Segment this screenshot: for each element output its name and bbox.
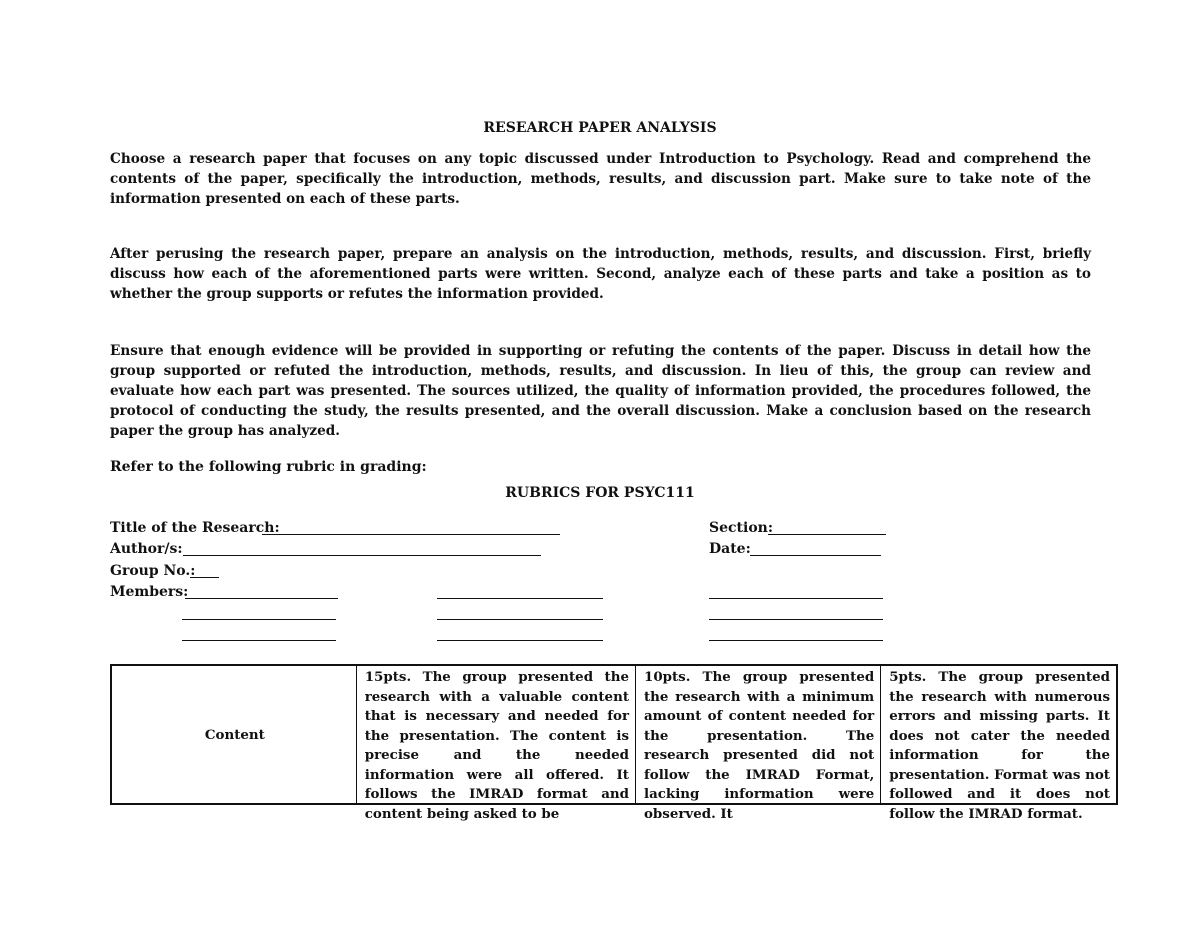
level-10pts (636, 665, 881, 822)
level-5pts (881, 665, 1117, 822)
title-of-research-label: Title of the Research: (110, 520, 280, 536)
document-heading: RESEARCH PAPER ANALYSIS (483, 120, 717, 136)
member-field-2[interactable] (437, 598, 603, 599)
member-field-5[interactable] (437, 619, 603, 620)
instruction-paragraph-3: Ensure that enough evidence will be provided in supporting or refuting the contents of the paper. Discuss in detail how the group supported or refuted the introduction, methods, results, and discussion. In lieu of this, the group can review and evaluate how each part was presented. The sources utilized, the quality of information provided, the procedures followed, the protocol of conducting the study, the results presented, and the overall discussion. Make a conclusion based on the research paper the group has analyzed. (110, 343, 1091, 439)
rubric-intro: Refer to the following rubric in grading: (110, 459, 427, 475)
members-label: Members: (110, 584, 189, 600)
authors-label: Author/s: (110, 541, 183, 557)
section-label: Section: (709, 520, 774, 536)
rubric-table (110, 664, 1118, 822)
member-field-1[interactable] (185, 598, 338, 599)
group-number-label: Group No.: (110, 563, 196, 579)
authors-field[interactable] (183, 555, 541, 556)
section-field[interactable] (768, 534, 886, 535)
title-of-research-field[interactable] (262, 534, 560, 535)
member-field-3[interactable] (709, 598, 883, 599)
criterion-content: Content (111, 665, 356, 804)
member-field-9[interactable] (709, 640, 883, 641)
member-field-6[interactable] (709, 619, 883, 620)
date-field[interactable] (750, 555, 881, 556)
level-10pts-text: 10pts. The group presented the research with a minimum amount of content needed for the presentation. The research presented did not follow the IMRAD Format, lacking information were observed. It (644, 669, 875, 822)
level-5pts-text: 5pts. The group presented the research with numerous errors and missing parts. It does not cater the needed information for the presentation. Format was not followed and it does not follow the IMRAD format. (889, 669, 1110, 822)
level-15pts-text: 15pts. The group presented the research with a valuable content that is necessary and needed for the presentation. The content is precise and the needed information were all offered. It follows the IMRAD format and content being asked to be (364, 669, 629, 822)
member-field-4[interactable] (182, 619, 336, 620)
table-row (111, 665, 1117, 804)
member-field-8[interactable] (437, 640, 603, 641)
rubric-title: RUBRICS FOR PSYC111 (505, 485, 695, 501)
member-field-7[interactable] (182, 640, 336, 641)
level-15pts (356, 665, 635, 822)
instruction-paragraph-2: After perusing the research paper, prepare an analysis on the introduction, methods, results, and discussion. First, briefly discuss how each of the aforementioned parts were written. Second, analyze each of these parts and take a position as to whether the group supports or refutes the information provided. (110, 246, 1091, 302)
group-number-field[interactable] (190, 577, 219, 578)
instruction-paragraph-1: Choose a research paper that focuses on any topic discussed under Introduction to Psychology. Read and comprehend the contents of the paper, specifically the introduction, methods, results, and discussion part. Make sure to take note of the information presented on each of these parts. (110, 151, 1091, 207)
date-label: Date: (709, 541, 751, 557)
